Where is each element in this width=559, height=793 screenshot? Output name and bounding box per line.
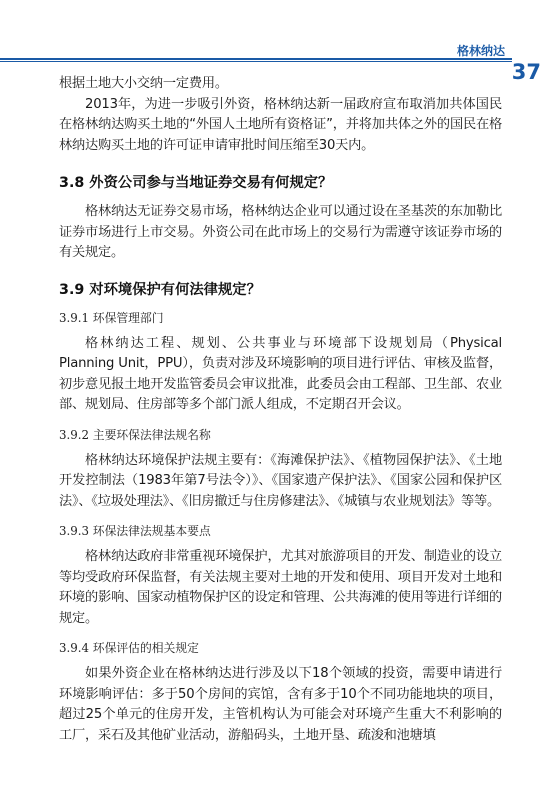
subsection-3-9-2-body: 格林纳达环境保护法规主要有：《海滩保护法》、《植物园保护法》、《土地开发控制法（1983年第7号法令）》、《国家遗产保护法》、《国家公园和保护区法》、《垃圾处理法》、《旧房撤迁与住房修建法》、《城镇与农业规划法》等等。 bbox=[59, 452, 502, 509]
subsection-3-9-3-body: 格林纳达政府非常重视环境保护，尤其对旅游项目的开发、制造业的设立等均受政府环保监督，有关法规主要对土地的开发和使用、项目开发对土地和环境的影响、国家动植物保护区的设定和管理、公共海滩的使用等进行详细的规定。 bbox=[59, 549, 502, 626]
page-number: 37 bbox=[511, 60, 541, 84]
page-body bbox=[59, 74, 502, 746]
subsection-3-9-3-heading: 3.9.3 环保法律法规基本要点 bbox=[59, 524, 211, 538]
subsection-3-9-1-heading: 3.9.1 环保管理部门 bbox=[59, 310, 164, 325]
subsection-3-9-4-heading: 3.9.4 环保评估的相关规定 bbox=[59, 641, 199, 655]
header-rule-thin bbox=[0, 61, 512, 62]
section-3-8-heading: 3.8 外资公司参与当地证券交易有何规定？ bbox=[59, 175, 333, 191]
section-3-8-body: 格林纳达无证券交易市场，格林纳达企业可以通过设在圣基茨的东加勒比证券市场进行上市交易。外资公司在此市场上的交易行为需遵守该证券市场的有关规定。 bbox=[59, 204, 502, 260]
paragraph-continued: 根据土地大小交纳一定费用。 bbox=[59, 76, 228, 91]
paragraph-2013: 2013年，为进一步吸引外资，格林纳达新一届政府宣布取消加共体国民在格林纳达购买土地的“外国人土地所有资格证”，并将加共体之外的国民在格林纳达购买土地的许可证申请审批时间压缩至30天内。 bbox=[59, 96, 502, 153]
subsection-3-9-1-body: 格林纳达工程、规划、公共事业与环境部下设规划局（Physical Planning Unit，PPU），负责对涉及环境影响的项目进行评估、审核及监督，初步意见报土地开发监管委员会审议批准，此委员会由工程部、卫生部、农业部、规划局、住房部等多个部门派人组成，不定期召开会议。 bbox=[59, 335, 502, 412]
header-rule bbox=[0, 58, 512, 60]
subsection-3-9-4-body: 如果外资企业在格林纳达进行涉及以下18个领域的投资，需要申请进行环境影响评估：多于50个房间的宾馆，含有多于10个不同功能地块的项目，超过25个单元的住房开发，主管机构认为可能会对环境产生重大不利影响的工厂，采石及其他矿业活动，游船码头，土地开垦、疏浚和池塘填 bbox=[59, 666, 502, 743]
section-3-9-heading: 3.9 对环境保护有何法律规定？ bbox=[59, 281, 261, 298]
subsection-3-9-2-heading: 3.9.2 主要环保法律法规名称 bbox=[59, 427, 211, 442]
header-country-title: 格林纳达 bbox=[456, 44, 505, 58]
